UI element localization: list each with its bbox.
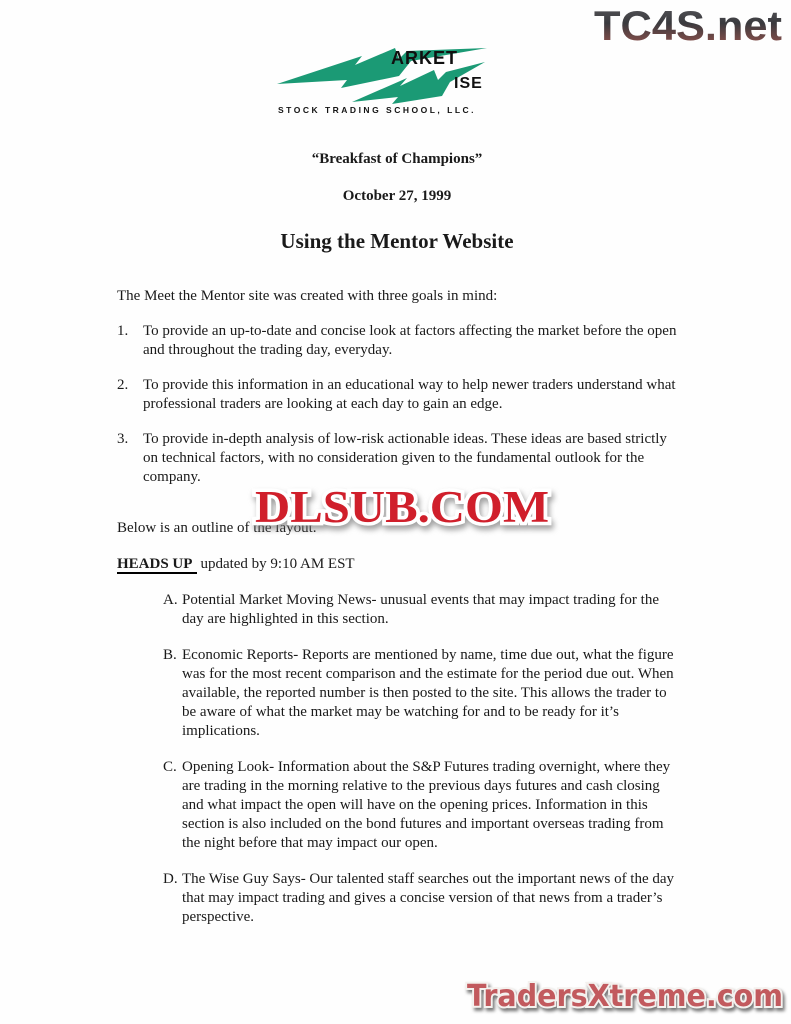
list-marker: 1. (117, 323, 129, 339)
list-item-text: Opening Look- Information about the S&P Futures trading overnight, where they are trading in the morning relative to the previous days futures and cash closing and what impact the open will have on the opening prices. Information in this section is also included on the bond futures and important overseas trading from the night before that may impact our open. (182, 759, 671, 851)
heads-up-suffix: updated by 9:10 AM EST (200, 556, 355, 572)
tradersxtreme-logo-text: TradersXtreme.com (467, 979, 783, 1014)
list-item-text: To provide this information in an educational way to help newer traders understand what professional traders are looking at each day to gain an edge. (143, 377, 676, 412)
list-marker: 2. (117, 377, 129, 393)
list-marker: B. (163, 647, 177, 663)
marketwise-word-market: ARKET (391, 48, 458, 68)
dlsub-watermark-icon (250, 477, 555, 535)
list-item-text: Potential Market Moving News- unusual events that may impact trading for the day are highlighted in this section. (182, 592, 659, 627)
heading-quote: “Breakfast of Champions” (311, 151, 483, 167)
list-item-text: Economic Reports- Reports are mentioned by name, time due out, what the figure was for the most recent comparison and the estimate for the period due out. When available, the reported number is then posted to the site. This allows the trader to be aware of what the market may be watching for and to be ready for it’s implications. (182, 647, 674, 739)
list-item-goal-1 (117, 322, 677, 360)
list-marker: D. (163, 871, 178, 887)
list-marker: A. (163, 592, 178, 608)
list-item-goal-2 (117, 376, 677, 414)
intro-paragraph: The Meet the Mentor site was created with three goals in mind: (117, 288, 498, 304)
outline-list (117, 591, 677, 927)
list-item-outline-b (163, 646, 677, 741)
list-item-text: The Wise Guy Says- Our talented staff searches out the important news of the day that may impact trading and gives a concise version of that news from a trader’s perspective. (182, 871, 675, 925)
list-item-text: To provide in-depth analysis of low-risk actionable ideas. These ideas are based strictly on technical factors, with no consideration given to the fundamental outlook for the company. (143, 431, 667, 485)
document-date: October 27, 1999 (342, 188, 452, 204)
document-body (117, 150, 677, 944)
marketwise-word-wise: ISE (454, 75, 483, 92)
marketwise-logo (277, 44, 492, 118)
list-item-text: To provide an up-to-date and concise look at factors affecting the market before the open and throughout the trading day, everyday. (143, 323, 677, 358)
outline-intro: Below is an outline of the layout. (117, 520, 317, 536)
tradersxtreme-logo (463, 975, 789, 1019)
dlsub-watermark (250, 477, 555, 535)
tc4s-logo-text: TC4S.net (594, 2, 783, 49)
marketwise-subtitle: STOCK TRADING SCHOOL, LLC. (278, 105, 477, 115)
list-item-outline-d (163, 870, 677, 927)
list-item-outline-c (163, 758, 677, 853)
tc4s-logo (592, 2, 787, 50)
page-title: Using the Mentor Website (280, 229, 514, 253)
tradersxtreme-logo-icon (463, 975, 789, 1019)
heads-up-label: HEADS UP (117, 556, 197, 574)
list-marker: C. (163, 759, 177, 775)
list-item-outline-a (163, 591, 677, 629)
dlsub-watermark-text: DLSUB.COM (255, 482, 549, 532)
list-marker: 3. (117, 431, 129, 447)
tc4s-logo-icon (592, 2, 787, 50)
heads-up-heading (117, 555, 677, 574)
